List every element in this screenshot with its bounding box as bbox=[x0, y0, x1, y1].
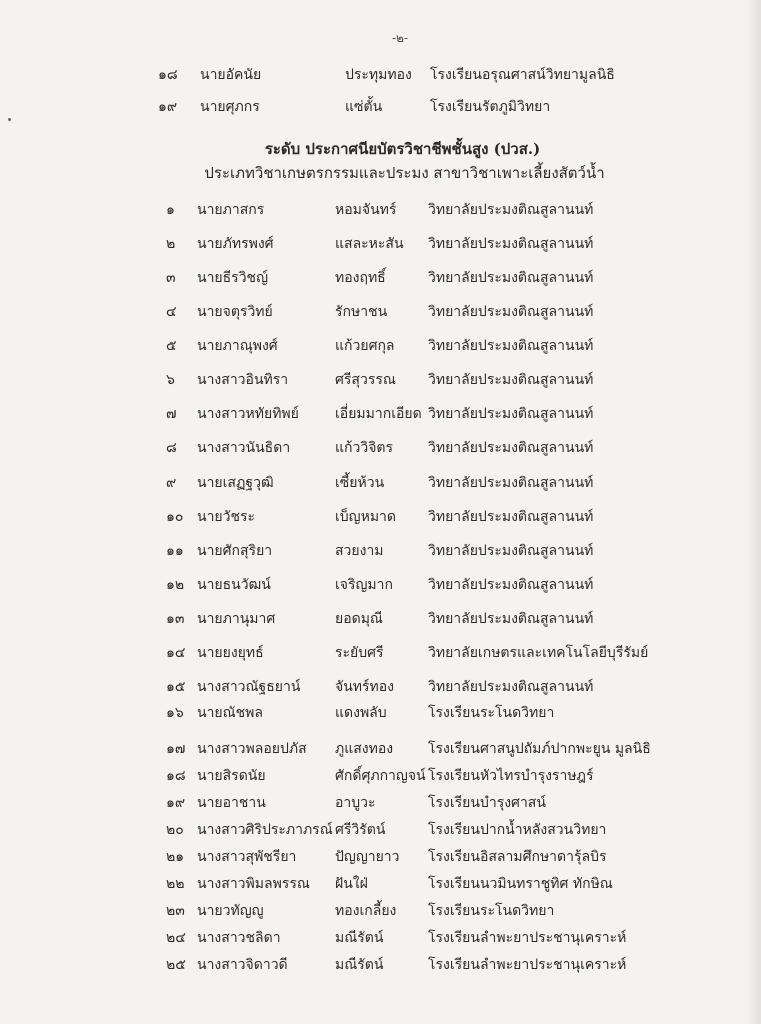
school-name: วิทยาลัยประมงติณสูลานนท์ bbox=[428, 270, 594, 286]
first-name: นางสาวพิมลพรรณ bbox=[197, 876, 310, 892]
school-name: วิทยาลัยประมงติณสูลานนท์ bbox=[428, 236, 594, 252]
row-number: ๑๘ bbox=[166, 768, 186, 784]
school-name: วิทยาลัยประมงติณสูลานนท์ bbox=[428, 475, 594, 491]
last-name: เบ็ญหมาด bbox=[335, 509, 397, 525]
first-name: นายอาชาน bbox=[197, 795, 266, 811]
first-name: นายธนวัฒน์ bbox=[197, 577, 271, 593]
row-number: ๘ bbox=[166, 440, 177, 456]
row-number: ๒๒ bbox=[166, 876, 185, 892]
school-name: โรงเรียนศาสนูปถัมภ์ปากพะยูน มูลนิธิ bbox=[428, 741, 651, 757]
row-number: ๑๐ bbox=[166, 509, 184, 525]
row-number: ๒ bbox=[166, 236, 176, 252]
row-number: ๑๙ bbox=[158, 99, 178, 115]
row-number: ๑๔ bbox=[166, 645, 186, 661]
school-name: วิทยาลัยประมงติณสูลานนท์ bbox=[428, 440, 594, 456]
row-number: ๒๔ bbox=[166, 930, 186, 946]
row-number: ๗ bbox=[166, 406, 177, 422]
row-number: ๕ bbox=[166, 338, 177, 354]
list-item bbox=[0, 267, 761, 289]
last-name: เจริญมาก bbox=[335, 577, 394, 593]
list-item bbox=[0, 472, 761, 494]
row-number: ๔ bbox=[166, 304, 177, 320]
last-name: รักษาชน bbox=[335, 304, 388, 320]
last-name: อาบูวะ bbox=[335, 795, 376, 811]
last-name: ศักดิ์ศุภกาญจน์ bbox=[335, 768, 426, 784]
list-item bbox=[0, 900, 761, 922]
school-name: วิทยาลัยประมงติณสูลานนท์ bbox=[428, 304, 594, 320]
school-name: โรงเรียนบำรุงศาสน์ bbox=[428, 795, 546, 811]
last-name: มณีรัตน์ bbox=[335, 957, 384, 973]
row-number: ๒๑ bbox=[166, 849, 185, 865]
list-item bbox=[0, 64, 761, 86]
row-number: ๑๖ bbox=[166, 705, 184, 721]
school-name: โรงเรียนอิสลามศึกษาดารุ้ลบิร bbox=[428, 849, 607, 865]
list-item bbox=[0, 873, 761, 895]
last-name: ทองฤทธิ์ bbox=[335, 270, 386, 286]
list-item bbox=[0, 574, 761, 596]
row-number: ๑ bbox=[166, 202, 175, 218]
school-name: โรงเรียนรัตภูมิวิทยา bbox=[430, 99, 551, 115]
last-name: แสละหะสัน bbox=[335, 236, 404, 252]
last-name: ภูแสงทอง bbox=[335, 741, 394, 757]
first-name: นางสาวศิริประภาภรณ์ bbox=[197, 822, 333, 838]
last-name: ประทุมทอง bbox=[345, 67, 412, 83]
list-item bbox=[0, 437, 761, 459]
list-item bbox=[0, 233, 761, 255]
last-name: หอมจันทร์ bbox=[335, 202, 397, 218]
first-name: นายยงยุทธ์ bbox=[197, 645, 264, 661]
list-item bbox=[0, 927, 761, 949]
list-item bbox=[0, 96, 761, 118]
last-name: ยอดมุณี bbox=[335, 611, 383, 627]
last-name: แก้ววิจิตร bbox=[335, 440, 394, 456]
last-name: สวยงาม bbox=[335, 543, 384, 559]
school-name: วิทยาลัยประมงติณสูลานนท์ bbox=[428, 338, 594, 354]
list-item bbox=[0, 765, 761, 787]
list-item bbox=[0, 846, 761, 868]
first-name: นายวทัญญู bbox=[197, 903, 264, 919]
last-name: แซ่ตั้น bbox=[345, 99, 383, 115]
first-name: นายสิรดนัย bbox=[197, 768, 266, 784]
section-subtitle: ประเภทวิชาเกษตรกรรมและประมง สาขาวิชาเพาะเลี้ยงสัตว์น้ำ bbox=[204, 164, 605, 182]
page-number: -๒- bbox=[392, 31, 409, 45]
scan-speck bbox=[8, 118, 11, 121]
section-title: ระดับ ประกาศนียบัตรวิชาชีพชั้นสูง (ปวส.) bbox=[264, 140, 541, 158]
first-name: นางสาวสุพัชรียา bbox=[197, 849, 297, 865]
last-name: แก้วยศกุล bbox=[335, 338, 395, 354]
last-name: จันทร์ทอง bbox=[335, 679, 394, 695]
school-name: วิทยาลัยประมงติณสูลานนท์ bbox=[428, 372, 594, 388]
first-name: นายธีรวิชญ์ bbox=[197, 270, 268, 286]
school-name: วิทยาลัยประมงติณสูลานนท์ bbox=[428, 543, 594, 559]
first-name: นายเสฏฐวุฒิ bbox=[197, 475, 274, 491]
first-name: นายศักสุริยา bbox=[197, 543, 273, 559]
first-name: นางสาวชลิดา bbox=[197, 930, 281, 946]
first-name: นางสาวพลอยปภัส bbox=[197, 741, 307, 757]
first-name: นางสาวจิดาวดี bbox=[197, 957, 288, 973]
list-item bbox=[0, 335, 761, 357]
last-name: ปัญญายาว bbox=[335, 849, 400, 865]
list-item bbox=[0, 792, 761, 814]
school-name: วิทยาลัยประมงติณสูลานนท์ bbox=[428, 577, 594, 593]
first-name: นายภาณุพงศ์ bbox=[197, 338, 278, 354]
first-name: นายภัทรพงศ์ bbox=[197, 236, 274, 252]
row-number: ๒๐ bbox=[166, 822, 184, 838]
school-name: วิทยาลัยประมงติณสูลานนท์ bbox=[428, 406, 594, 422]
first-name: นายศุภกร bbox=[200, 99, 260, 115]
first-name: นายภานุมาศ bbox=[197, 611, 276, 627]
list-item bbox=[0, 369, 761, 391]
first-name: นางสาวณัฐธยาน์ bbox=[197, 679, 301, 695]
school-name: วิทยาลัยเกษตรและเทคโนโลยีบุรีรัมย์ bbox=[428, 645, 649, 661]
row-number: ๑๘ bbox=[158, 67, 178, 83]
last-name: ฝันใฝ่ bbox=[335, 876, 368, 892]
row-number: ๒๓ bbox=[166, 903, 185, 919]
list-item bbox=[0, 540, 761, 562]
last-name: มณีรัตน์ bbox=[335, 930, 384, 946]
first-name: นางสาวนันธิดา bbox=[197, 440, 291, 456]
first-name: นายณัชพล bbox=[197, 705, 263, 721]
list-item bbox=[0, 702, 761, 724]
school-name: วิทยาลัยประมงติณสูลานนท์ bbox=[428, 679, 594, 695]
list-item bbox=[0, 819, 761, 841]
first-name: นางสาวอินทิรา bbox=[197, 372, 289, 388]
first-name: นายจตุรวิทย์ bbox=[197, 304, 273, 320]
row-number: ๑๙ bbox=[166, 795, 186, 811]
row-number: ๑๗ bbox=[166, 741, 186, 757]
last-name: ศรีสุวรรณ bbox=[335, 372, 396, 388]
school-name: วิทยาลัยประมงติณสูลานนท์ bbox=[428, 202, 594, 218]
row-number: ๖ bbox=[166, 372, 175, 388]
school-name: วิทยาลัยประมงติณสูลานนท์ bbox=[428, 509, 594, 525]
list-item bbox=[0, 954, 761, 976]
school-name: โรงเรียนระโนดวิทยา bbox=[428, 903, 555, 919]
school-name: วิทยาลัยประมงติณสูลานนท์ bbox=[428, 611, 594, 627]
list-item bbox=[0, 642, 761, 664]
school-name: โรงเรียนปากน้ำหลังสวนวิทยา bbox=[428, 822, 607, 838]
school-name: โรงเรียนลำพะยาประชานุเคราะห์ bbox=[428, 957, 627, 973]
list-item bbox=[0, 199, 761, 221]
last-name: เอี่ยมมากเอียด bbox=[335, 406, 422, 422]
row-number: ๑๓ bbox=[166, 611, 185, 627]
last-name: แดงพลับ bbox=[335, 705, 387, 721]
row-number: ๓ bbox=[166, 270, 176, 286]
list-item bbox=[0, 676, 761, 698]
first-name: นายอัคนัย bbox=[200, 67, 262, 83]
first-name: นางสาวหทัยทิพย์ bbox=[197, 406, 299, 422]
list-item bbox=[0, 506, 761, 528]
list-item bbox=[0, 301, 761, 323]
row-number: ๑๑ bbox=[166, 543, 184, 559]
row-number: ๒๕ bbox=[166, 957, 186, 973]
first-name: นายวัชระ bbox=[197, 509, 256, 525]
last-name: ระยับศรี bbox=[335, 645, 384, 661]
row-number: ๑๕ bbox=[166, 679, 186, 695]
school-name: โรงเรียนหัวไทรบำรุงราษฎร์ bbox=[428, 768, 594, 784]
row-number: ๑๒ bbox=[166, 577, 185, 593]
school-name: โรงเรียนอรุณศาสน์วิทยามูลนิธิ bbox=[430, 67, 615, 83]
list-item bbox=[0, 403, 761, 425]
last-name: เซี้ยห้วน bbox=[335, 475, 385, 491]
last-name: ศรีวิรัตน์ bbox=[335, 822, 386, 838]
list-item bbox=[0, 738, 761, 760]
first-name: นายภาสกร bbox=[197, 202, 265, 218]
last-name: ทองเกลี้ยง bbox=[335, 903, 397, 919]
school-name: โรงเรียนลำพะยาประชานุเคราะห์ bbox=[428, 930, 627, 946]
school-name: โรงเรียนระโนดวิทยา bbox=[428, 705, 555, 721]
school-name: โรงเรียนนวมินทราชูทิศ ทักษิณ bbox=[428, 876, 613, 892]
row-number: ๙ bbox=[166, 475, 177, 491]
list-item bbox=[0, 608, 761, 630]
